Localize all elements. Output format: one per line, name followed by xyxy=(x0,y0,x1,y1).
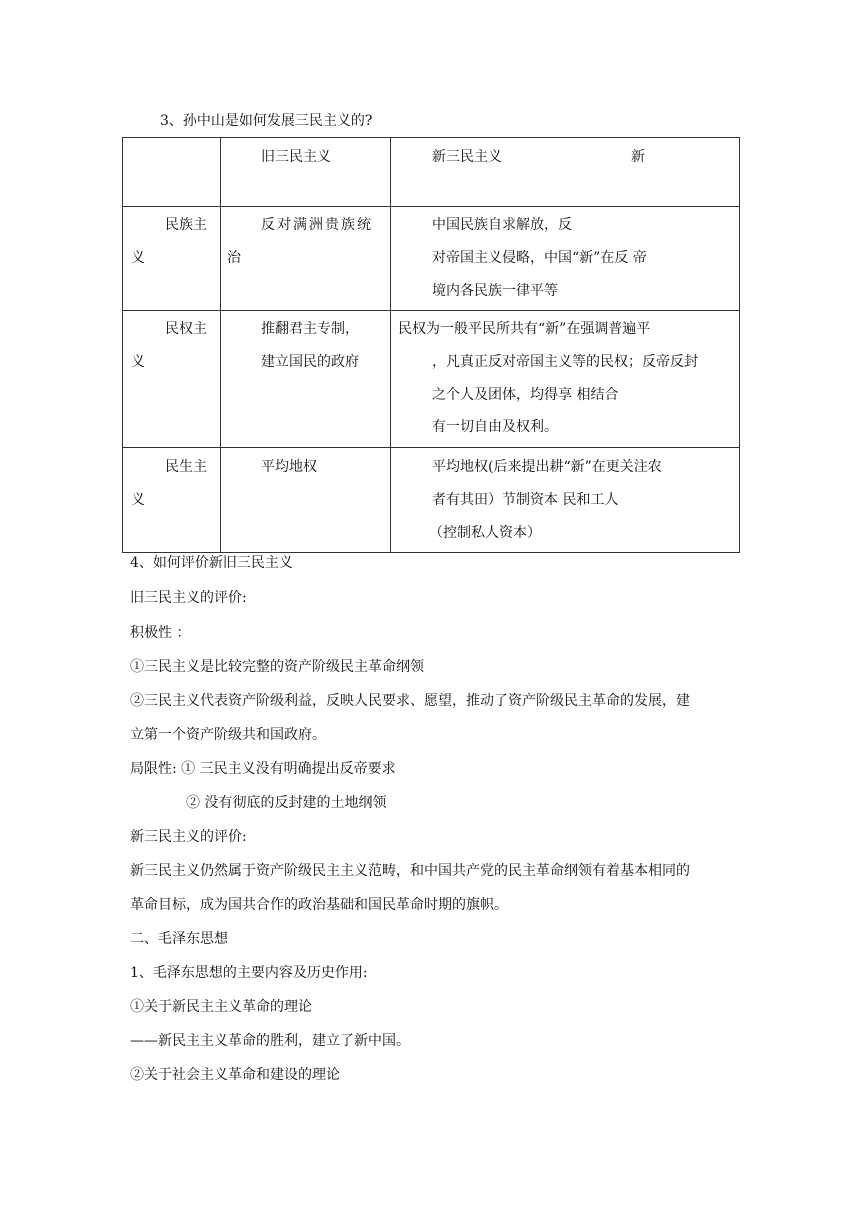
positive-label: 积极性 ： xyxy=(130,625,191,641)
mao-point-1: ①关于新民主主义革命的理论 xyxy=(130,999,312,1015)
old-evaluation-heading: 旧三民主义的评价: xyxy=(130,590,247,606)
row-name-line: 义 xyxy=(131,354,145,370)
row-old-line: 平均地权 xyxy=(261,459,317,475)
row-old-cell xyxy=(221,448,391,553)
limitation-point-1: 局限性: ① 三民主义没有明确提出反帝要求 xyxy=(130,761,396,777)
mao-point-1-detail: ——新民主主义革命的胜利，建立了新中国。 xyxy=(130,1033,410,1049)
positive-point-1: ①三民主义是比较完整的资产阶级民主革命纲领 xyxy=(130,659,424,675)
row-new-line: 中国民族自求解放，反 xyxy=(432,217,572,233)
mao-subheading-1: 1、毛泽东思想的主要内容及历史作用: xyxy=(130,965,368,981)
row-new-line: 境内各民族一律平等 xyxy=(432,283,558,299)
positive-point-2-cont: 立第一个资产阶级共和国政府。 xyxy=(130,727,326,743)
table-row xyxy=(123,448,740,553)
row-name-cell xyxy=(123,311,221,448)
table-row xyxy=(123,207,740,311)
row-new-cell xyxy=(391,207,740,311)
limitation-point-2: ② 没有彻底的反封建的土地纲领 xyxy=(186,795,387,811)
positive-point-2: ②三民主义代表资产阶级利益，反映人民要求、愿望，推动了资产阶级民主革命的发展，建 xyxy=(130,693,690,709)
row-old-cell xyxy=(221,311,391,448)
mao-point-2: ②关于社会主义革命和建设的理论 xyxy=(130,1067,340,1083)
row-new-line: 平均地权(后来提出耕“新”在更关注农 xyxy=(432,459,662,475)
row-new-line: 之个人及团体，均得享 相结合 xyxy=(432,387,619,403)
question-3-title: 3、孙中山是如何发展三民主义的? xyxy=(160,113,373,129)
table-header-row xyxy=(123,138,740,207)
row-name-cell xyxy=(123,448,221,553)
section-heading-q4: 4、如何评价新旧三民主义 xyxy=(130,555,293,571)
row-new-line: 有一切自由及权利。 xyxy=(432,419,558,435)
row-name-cell xyxy=(123,207,221,311)
row-old-line: 治 xyxy=(227,250,241,266)
row-name-line: 义 xyxy=(131,492,145,508)
row-name-line: 民权主 xyxy=(165,321,207,337)
row-new-cell xyxy=(391,448,740,553)
new-evaluation-text: 新三民主义仍然属于资产阶级民主主义范畴，和中国共产党的民主革命纲领有着基本相同的 xyxy=(130,863,690,879)
header-empty-cell xyxy=(123,138,221,207)
row-name-line: 民族主 xyxy=(165,217,207,233)
row-new-line: 民权为一般平民所共有“新”在强调普遍平 xyxy=(398,321,651,337)
row-name-line: 义 xyxy=(131,250,145,266)
row-old-line: 建立国民的政府 xyxy=(261,354,359,370)
new-evaluation-heading: 新三民主义的评价: xyxy=(130,829,247,845)
header-new-cell xyxy=(391,138,740,207)
row-old-line: 推翻君主专制， xyxy=(261,321,359,337)
header-old-cell xyxy=(221,138,391,207)
new-evaluation-text-cont: 革命目标，成为国共合作的政治基础和国民革命时期的旗帜。 xyxy=(130,897,508,913)
header-old-label: 旧三民主义 xyxy=(261,149,331,165)
row-new-line: （控制私人资本） xyxy=(429,525,541,541)
table-row xyxy=(123,311,740,448)
row-old-cell xyxy=(221,207,391,311)
header-new2-label: 新 xyxy=(631,149,645,165)
row-new-line: 者有其田）节制资本 民和工人 xyxy=(432,492,619,508)
header-new-label: 新三民主义 xyxy=(432,149,502,165)
row-name-line: 民生主 xyxy=(165,459,207,475)
row-old-line: 反对满洲贵族统 xyxy=(261,217,373,233)
row-new-cell xyxy=(391,311,740,448)
comparison-table xyxy=(122,137,740,553)
row-new-line: ，凡真正反对帝国主义等的民权；反帝反封 xyxy=(432,354,698,370)
row-new-line: 对帝国主义侵略，中国“新”在反 帝 xyxy=(432,250,647,266)
section-heading-mao: 二、毛泽东思想 xyxy=(130,931,228,947)
